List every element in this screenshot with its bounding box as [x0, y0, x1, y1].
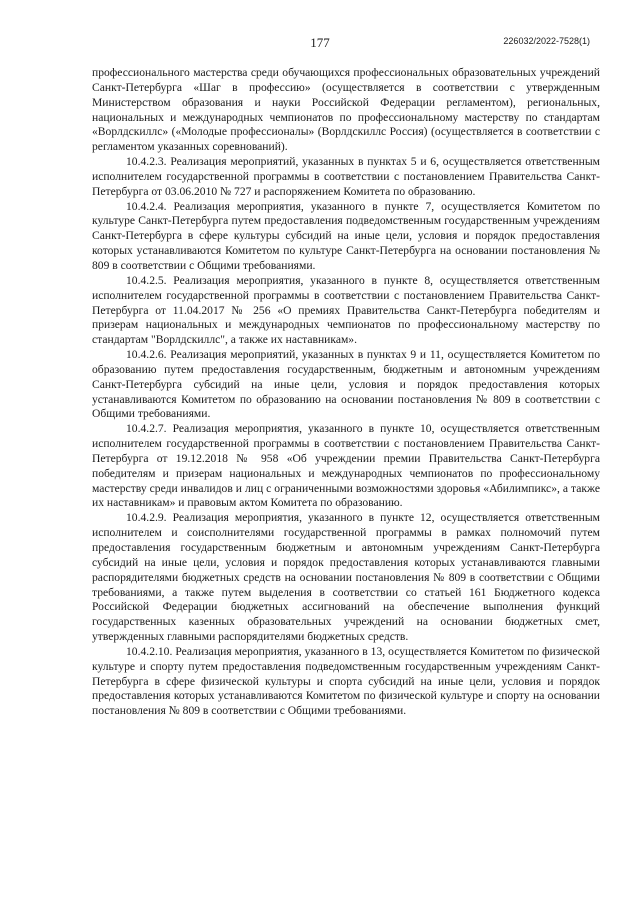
paragraph-10-4-2-7: 10.4.2.7. Реализация мероприятия, указанного в пункте 10, осуществляется ответственным исполнителем государственной программы в соответствии с постановлением Правительства Санкт-Петербурга от 19.12.2018 № 958 «Об учреждении премии Правительства Санкт-Петербурга победителям и призерам национальных и международных чемпионатов по профессиональному мастерству среди инвалидов и лиц с ограниченными возможностями здоровья «Абилимпикс», а также их наставникам» и правовым актом Комитета по образованию.: [92, 422, 600, 510]
paragraph-continuation: профессионального мастерства среди обучающихся профессиональных образовательных учреждений Санкт-Петербурга «Шаг в профессию» (осуществляется в соответствии с утвержденным Министерством образования и науки Российской Федерации регламентом), региональных, национальных и международных чемпионатов по профессиональному мастерству по стандартам «Ворлдскиллс» («Молодые профессионалы» (Ворлдскиллс Россия) (осуществляется в соответствии с регламентом указанных соревнований).: [92, 66, 600, 154]
paragraph-10-4-2-3: 10.4.2.3. Реализация мероприятий, указанных в пунктах 5 и 6, осуществляется ответственным исполнителем государственной программы в соответствии с постановлением Правительства Санкт-Петербурга от 03.06.2010 № 727 и распоряжением Комитета по образованию.: [92, 155, 600, 198]
document-id: 226032/2022-7528(1): [503, 36, 590, 46]
paragraph-10-4-2-4: 10.4.2.4. Реализация мероприятия, указанного в пункте 7, осуществляется Комитетом по культуре Санкт-Петербурга путем предоставления подведомственным государственным учреждениям Санкт-Петербурга в сфере культуры субсидий на иные цели, условия и порядок предоставления которых устанавливаются Комитетом по культуре Санкт-Петербурга на основании постановления № 809 в соответствии с Общими требованиями.: [92, 199, 600, 272]
paragraph-10-4-2-5: 10.4.2.5. Реализация мероприятия, указанного в пункте 8, осуществляется ответственным исполнителем государственной программы в соответствии с постановлением Правительства Санкт-Петербурга от 11.04.2017 № 256 «О премиях Правительства Санкт-Петербурга победителям и призерам национальных и международных чемпионатов по профессиональному мастерству по стандартам "Ворлдскиллс", а также их наставникам».: [92, 273, 600, 347]
page-number: 177: [310, 35, 330, 50]
paragraph-10-4-2-6: 10.4.2.6. Реализация мероприятий, указанных в пунктах 9 и 11, осуществляется Комитетом по образованию путем предоставления государственным, бюджетным и автономным учреждениям Санкт-Петербурга субсидий на иные цели, условия и порядок предоставления которых устанавливаются Комитетом по образованию на основании постановления № 809 в соответствии с Общими требованиями.: [92, 348, 600, 421]
paragraph-10-4-2-10: 10.4.2.10. Реализация мероприятия, указанного в 13, осуществляется Комитетом по физической культуре и спорту путем предоставления подведомственным государственным учреждениям Санкт-Петербурга в сфере физической культуры и спорта субсидий на иные цели, условия и порядок предоставления которых устанавливаются Комитетом по физической культуре и спорту на основании постановления № 809 в соответствии с Общими требованиями.: [92, 644, 600, 718]
document-body: [92, 66, 600, 719]
paragraph-10-4-2-9: 10.4.2.9. Реализация мероприятия, указанного в пункте 12, осуществляется ответственным исполнителем и соисполнителями государственной программы в рамках полномочий путем предоставления государственным бюджетным и автономным учреждениям Санкт-Петербурга субсидий на иные цели, условия и порядок предоставления которых устанавливаются главными распорядителями бюджетных средств на основании постановления № 809 в соответствии с Общими требованиями, а также путем выделения в соответствии со статьей 161 Бюджетного кодекса Российской Федерации бюджетных ассигнований на обеспечение выполнения функций государственных казенных образовательных учреждений на основании бюджетных смет, утвержденных главными распорядителями бюджетных средств.: [92, 511, 600, 644]
